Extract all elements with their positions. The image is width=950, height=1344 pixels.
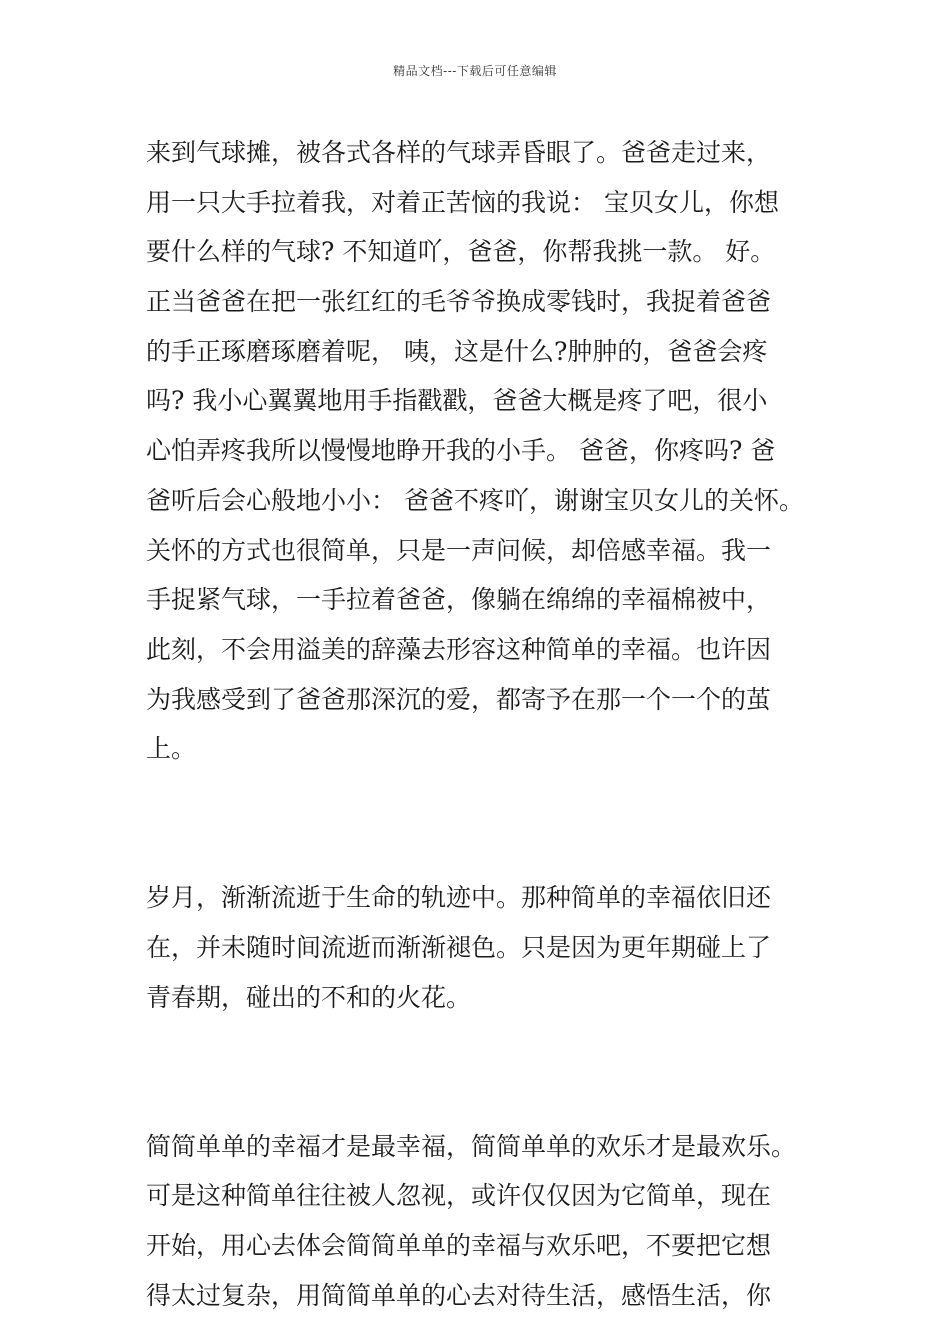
- blank-line: [146, 1072, 846, 1122]
- text-line: 上。: [146, 734, 197, 764]
- text-line: 正当爸爸在把一张红红的毛爷爷换成零钱时，我捉着爸爸: [146, 287, 772, 317]
- text-line: 用一只大手拉着我，对着正苦恼的我说： 宝贝女儿，你想: [146, 187, 779, 217]
- text-line: 关怀的方式也很简单，只是一声问候，却倍感幸福。我一: [146, 535, 772, 565]
- text-line: 此刻，不会用溢美的辞藻去形容这种简单的幸福。也许因: [146, 634, 772, 664]
- page-header: 精品文档---下载后可任意编辑: [393, 64, 557, 78]
- text-line: 可是这种简单往往被人忽视，或许仅仅因为它简单，现在: [146, 1181, 772, 1211]
- text-line: 得太过复杂，用简简单单的心去对待生活，感悟生活，你: [146, 1280, 772, 1310]
- text-line: 爸听后会心般地小小： 爸爸不疼吖，谢谢宝贝女儿的关怀。: [146, 485, 804, 515]
- text-line: 吗? 我小心翼翼地用手指戳戳，爸爸大概是疼了吧，很小: [146, 386, 768, 416]
- text-line: 要什么样的气球? 不知道吖，爸爸，你帮我挑一款。 好。: [146, 237, 776, 267]
- text-line: 在，并未随时间流逝而渐渐褪色。只是因为更年期碰上了: [146, 933, 772, 962]
- text-line: 的手正琢磨琢磨着呢， 咦，这是什么?肿肿的，爸爸会疼: [146, 336, 768, 366]
- text-line: 为我感受到了爸爸那深沉的爱，都寄予在那一个一个的茧: [146, 684, 772, 714]
- text-line: 手捉紧气球，一手拉着爸爸，像躺在绵绵的幸福棉被中，: [146, 585, 772, 615]
- text-line: 岁月，渐渐流逝于生命的轨迹中。那种简单的幸福依旧还: [146, 883, 772, 913]
- blank-line: [146, 824, 846, 874]
- text-line: 来到气球摊，被各式各样的气球弄昏眼了。爸爸走过来，: [146, 138, 772, 167]
- document-body: [146, 128, 846, 1321]
- text-line: 心怕弄疼我所以慢慢地睁开我的小手。 爸爸，你疼吗? 爸: [146, 436, 776, 466]
- text-line: 开始，用心去体会简简单单的幸福与欢乐吧，不要把它想: [146, 1231, 772, 1261]
- blank-line: [146, 1022, 846, 1072]
- blank-line: [146, 774, 846, 824]
- text-line: 青春期，碰出的不和的火花。: [146, 982, 472, 1012]
- text-line: 简简单单的幸福才是最幸福，简简单单的欢乐才是最欢乐。: [146, 1131, 797, 1161]
